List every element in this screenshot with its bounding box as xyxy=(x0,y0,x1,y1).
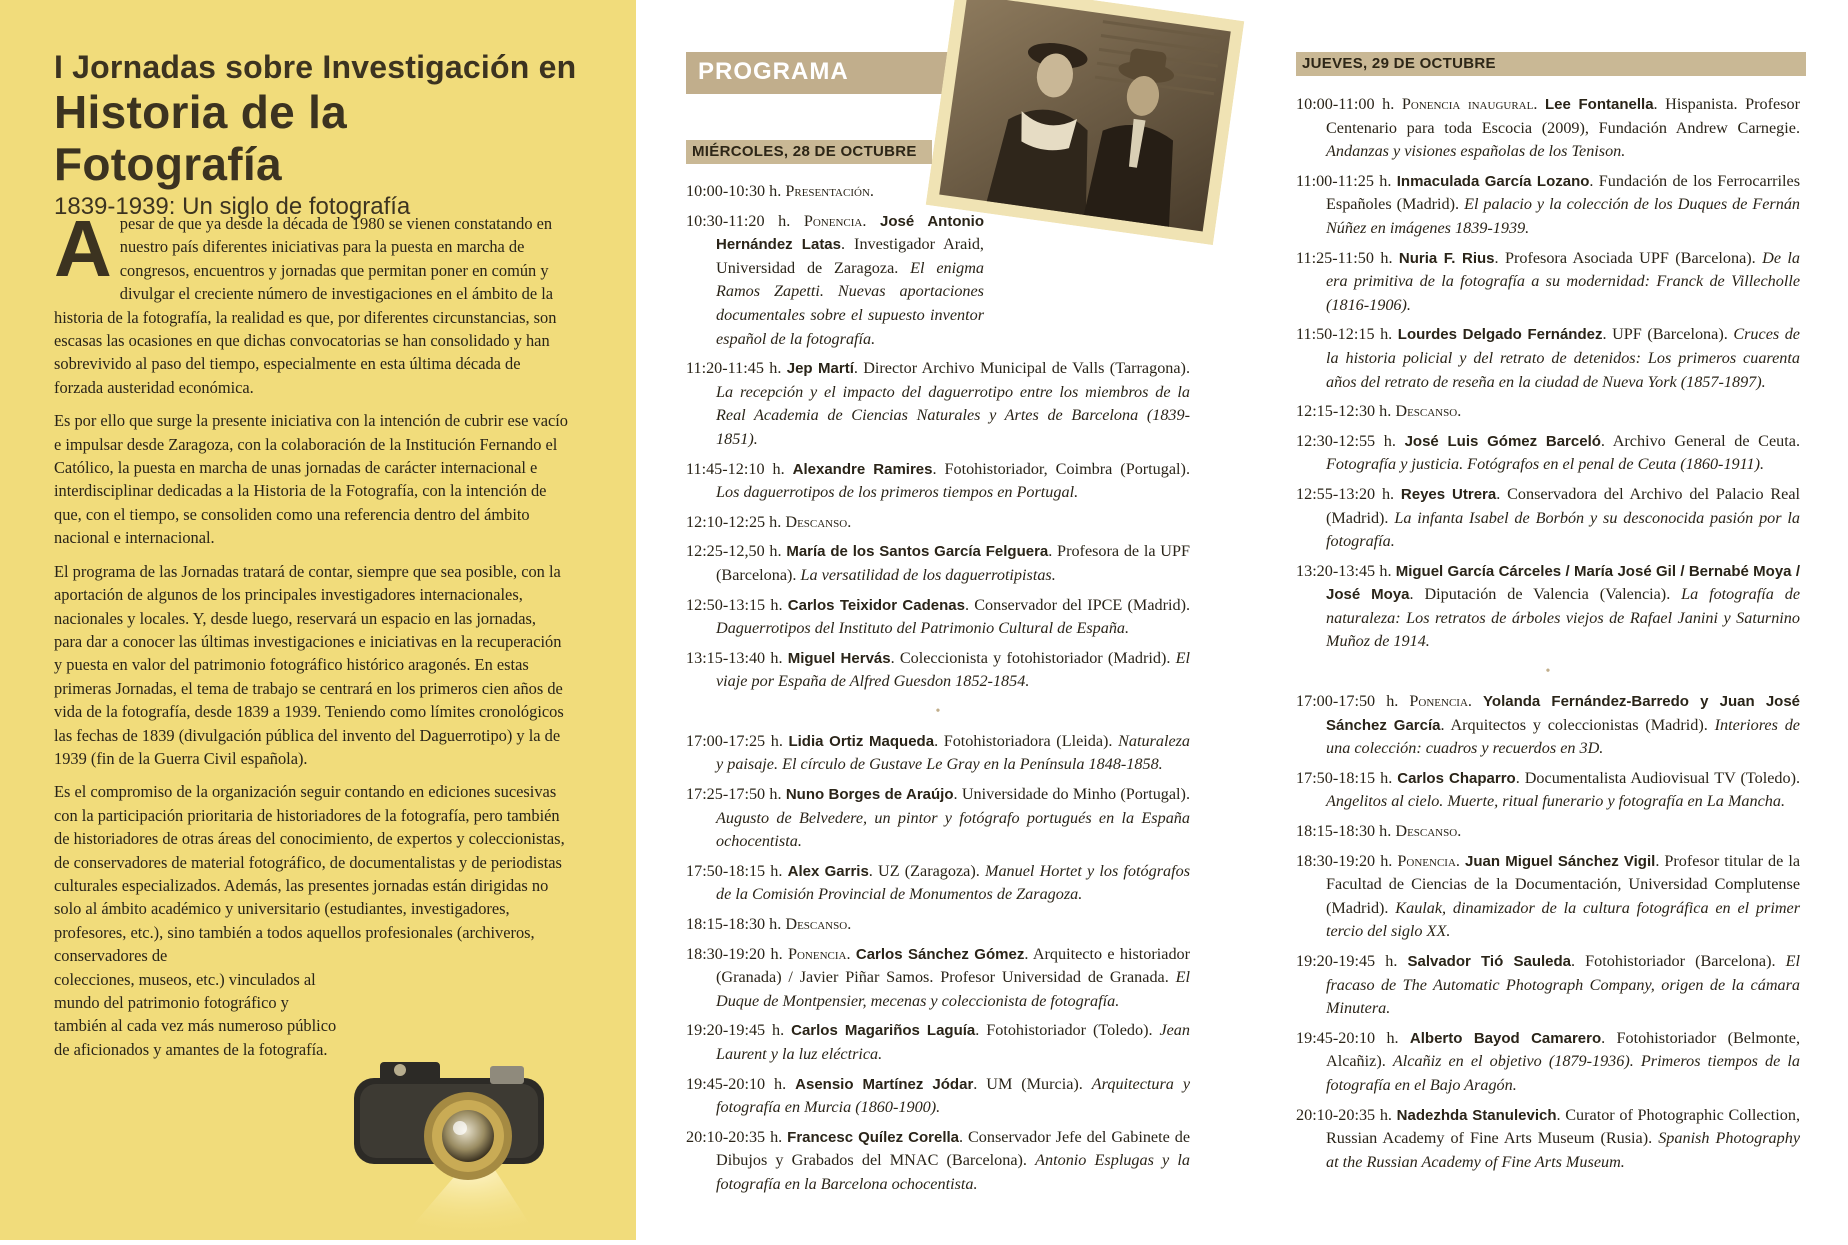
schedule-entry xyxy=(686,511,1190,535)
schedule-entry xyxy=(1296,323,1800,394)
entry-speaker: Carlos Sánchez Gómez xyxy=(855,945,1025,963)
intro-paragraph-3: El programa de las Jornadas tratará de contar, siempre que sea posible, con la aportación de algunos de los principales investigadores internacionales, nacionales y locales. Y, desde luego, reservará un espacio en las jornadas, para dar a conocer las últimas investigaciones e iniciativas en la recuperación y puesta en valor del patrimonio fotográfico histórico aragonés. En estas primeras Jornadas, el tema de trabajo se centrará en los primeros cien años de vida de la fotografía, desde 1839 a 1939. Teniendo como límites cronológicos las fechas de 1839 (divulgación pública del invento del Daguerrotipo) y la de 1939 (fin de la Guerra Civil española). xyxy=(54,561,564,768)
entry-speaker: Alexandre Ramires xyxy=(792,460,933,478)
day-2-header: JUEVES, 29 DE OCTUBRE xyxy=(1296,52,1806,76)
entry-talk-title: El fracaso de The Automatic Photograph Company, origen de la cámara Minutera. xyxy=(1326,952,1800,1018)
entry-time: 11:00-11:25 h. xyxy=(1296,171,1392,190)
schedule-entry xyxy=(1296,400,1800,424)
schedule-entry xyxy=(1296,170,1800,241)
schedule-entry xyxy=(686,647,1190,694)
entry-affiliation: . Fotohistoriador (Belmonte, Alcañiz). xyxy=(1326,1028,1800,1071)
entry-speaker: José Antonio Hernández Latas xyxy=(716,212,984,254)
schedule-entry xyxy=(686,943,1190,1014)
entry-affiliation: . Director Archivo Municipal de Valls (Tarragona). xyxy=(853,359,1190,378)
entry-time: 10:00-11:00 h. xyxy=(1296,95,1395,113)
entry-talk-title: Augusto de Belvedere, un pintor y fotógrafo portugués en la España ochocentista. xyxy=(716,808,1190,851)
entry-talk-title: La fotografía de naturaleza: Los retratos de árboles viejos de Rafael Janini y Saturnino Muñoz de 1914. xyxy=(1326,585,1801,651)
entry-talk-title: El enigma Ramos Zapetti. Nuevas aportaciones documentales sobre el supuesto inventor español de la fotografía. xyxy=(716,258,985,348)
entry-talk-title: Kaulak, dinamizador de la cultura fotográfica en el primer tercio del siglo XX. xyxy=(1326,898,1800,941)
dropcap: A xyxy=(54,204,112,293)
entry-speaker: Carlos Teixidor Cadenas xyxy=(787,596,965,614)
entry-speaker: Alberto Bayod Camarero xyxy=(1409,1029,1602,1047)
entry-speaker: Lidia Ortiz Maqueda xyxy=(788,732,935,750)
intro-paragraph-4-end: colecciones, museos, etc.) vinculados al mundo del patrimonio fotográfico y también al cada vez más numeroso público de aficionados y amantes de la fotografía. xyxy=(54,969,337,1059)
entry-time: 19:45-20:10 h. xyxy=(686,1074,787,1093)
entry-speaker: Miguel García Cárceles / María José Gil / Bernabé Moya / José Moya xyxy=(1326,562,1801,604)
entry-talk-title: Arquitectura y fotografía en Murcia (1860-1900). xyxy=(716,1074,1191,1117)
schedule-entry xyxy=(686,357,1190,451)
entry-affiliation: . Universidade do Minho (Portugal). xyxy=(953,785,1190,804)
entry-affiliation: . Coleccionista y fotohistoriador (Madrid). xyxy=(890,648,1171,667)
schedule-entry xyxy=(1296,950,1800,1021)
schedule-entry xyxy=(686,1073,1190,1120)
entry-time: 17:25-17:50 h. xyxy=(686,785,782,804)
entry-speaker: Nuria F. Rius xyxy=(1398,249,1495,267)
entry-talk-title: Antonio Esplugas y la fotografía en la Barcelona ochocentista. xyxy=(716,1151,1190,1193)
entry-affiliation: . Fotohistoriador, Coimbra (Portugal). xyxy=(932,459,1190,478)
schedule-entry xyxy=(1296,690,1800,761)
entry-affiliation: . Conservador Jefe del Gabinete de Dibujos y Grabados del MNAC (Barcelona). xyxy=(716,1127,1190,1170)
entry-affiliation: . UM (Murcia). xyxy=(973,1074,1083,1093)
camera-illustration xyxy=(340,1040,580,1240)
entry-talk-title: Naturaleza y paisaje. El círculo de Gustave Le Gray en la Península 1848-1858. xyxy=(716,731,1191,774)
entry-time: 20:10-20:35 h. xyxy=(686,1127,783,1146)
entry-talk-title: Alcañiz en el objetivo (1879-1936). Primeros tiempos de la fotografía en el Bajo Aragón. xyxy=(1326,1052,1800,1094)
entry-talk-title: Interiores de una colección: cuadros y recuerdos en 3D. xyxy=(1326,715,1800,758)
entry-time: 18:15-18:30 h. xyxy=(1296,822,1392,841)
entry-label: Ponencia inaugural. xyxy=(1401,95,1538,113)
day-2-afternoon xyxy=(1296,690,1800,1174)
entry-talk-title: La versatilidad de los daguerrotipistas. xyxy=(800,565,1056,584)
day-2-morning xyxy=(1296,93,1800,654)
entry-time: 17:00-17:25 h. xyxy=(686,731,783,750)
entry-talk-title: De la era primitiva de la fotografía a su modernidad: Franck de Villecholle (1816-1906). xyxy=(1326,248,1801,314)
entry-affiliation: . Profesora de la UPF (Barcelona). xyxy=(716,542,1190,584)
entry-label: Ponencia. xyxy=(1397,851,1460,870)
entry-speaker: Carlos Magariños Laguía xyxy=(791,1022,976,1040)
intro-paragraph-4: Es el compromiso de la organización seguir contando en ediciones sucesivas con la participación prioritaria de historiadores de la fotografía, pero también de historiadores de otras áreas del conocimiento, de expertos y coleccionistas, de conservadores de material fotográfico, de documentalistas y de periodistas culturales especializados. Además, las presentes jornadas están dirigidas no solo al ámbito académico y universitario (estudiantes, investigadores, profesores, etc.), sino también a todos aquellos profesionales (archiveros, conservadores de xyxy=(54,782,565,966)
schedule-entry xyxy=(1296,247,1800,318)
entry-affiliation: . UZ (Zaragoza). xyxy=(868,861,980,880)
entry-talk-title: El palacio y la colección de los Duques de Fernán Núñez en imágenes 1839-1939. xyxy=(1326,195,1801,237)
day-1-afternoon xyxy=(686,730,1190,1197)
entry-label: Ponencia. xyxy=(803,211,867,230)
entry-time: 17:00-17:50 h. xyxy=(1296,692,1399,711)
schedule-entry xyxy=(686,180,984,204)
schedule-entry xyxy=(686,210,984,352)
entry-affiliation: . Archivo General de Ceuta. xyxy=(1600,431,1800,450)
schedule-entry xyxy=(1296,767,1800,814)
schedule-entry xyxy=(686,1126,1190,1197)
schedule-entry xyxy=(1296,820,1800,844)
entry-speaker: José Luis Gómez Barceló xyxy=(1404,432,1601,450)
entry-time: 17:50-18:15 h. xyxy=(1296,768,1393,787)
entry-label: Descanso. xyxy=(785,512,852,531)
entry-time: 18:15-18:30 h. xyxy=(686,915,782,934)
entry-time: 11:25-11:50 h. xyxy=(1296,248,1393,267)
entry-label: Descanso. xyxy=(1395,402,1462,421)
entry-time: 17:50-18:15 h. xyxy=(686,861,783,880)
schedule-entry xyxy=(1296,850,1800,944)
entry-speaker: Yolanda Fernández-Barredo y Juan José Sánchez García xyxy=(1326,693,1801,734)
entry-talk-title: La recepción y el impacto del daguerrotipo entre los miembros de la Real Academia de Ciencias Naturales y Artes de Barcelona (1839-1851). xyxy=(716,382,1190,448)
entry-speaker: Nuno Borges de Araújo xyxy=(785,786,954,804)
schedule-entry xyxy=(686,594,1190,641)
entry-talk-title: Los daguerrotipos de los primeros tiempos en Portugal. xyxy=(716,483,1079,502)
entry-affiliation: . Profesor titular de la Facultad de Ciencias de la Documentación, Universidad Complutense (Madrid). xyxy=(1326,851,1801,917)
entry-speaker: Juan Miguel Sánchez Vigil xyxy=(1465,852,1656,870)
entry-time: 10:30-11:20 h. xyxy=(686,211,791,230)
entry-time: 18:30-19:20 h. xyxy=(1296,851,1393,870)
schedule-entry xyxy=(686,860,1190,907)
entry-time: 12:30-12:55 h. xyxy=(1296,431,1396,450)
entry-affiliation: . Fundación de los Ferrocarriles Españoles (Madrid). xyxy=(1326,171,1801,214)
entry-time: 11:50-12:15 h. xyxy=(1296,325,1393,344)
entry-label: Descanso. xyxy=(1395,822,1462,841)
schedule-entry xyxy=(686,1019,1190,1066)
schedule-entry xyxy=(686,458,1190,505)
entry-speaker: Asensio Martínez Jódar xyxy=(795,1075,974,1093)
day-2-schedule xyxy=(1296,93,1800,1180)
entry-time: 19:45-20:10 h. xyxy=(1296,1028,1399,1047)
entry-affiliation: . Fotohistoriadora (Lleida). xyxy=(934,731,1113,750)
schedule-entry xyxy=(1296,1104,1800,1175)
entry-speaker: María de los Santos García Felguera xyxy=(786,543,1049,561)
entry-time: 20:10-20:35 h. xyxy=(1296,1105,1392,1124)
entry-label: Presentación. xyxy=(785,182,874,200)
entry-time: 10:00-10:30 h. xyxy=(686,182,782,200)
entry-talk-title: Cruces de la historia policial y del retrato de detenidos: Los primeros cuarenta años del retrato de reseña en la ciudad de Nueva York (1857-1897). xyxy=(1326,325,1800,391)
day-1-schedule xyxy=(686,180,1190,1203)
schedule-entry xyxy=(686,540,1190,587)
entry-talk-title: Andanzas y visiones españolas de los Tenison. xyxy=(1326,142,1626,161)
schedule-entry xyxy=(1296,483,1800,554)
camera-icon xyxy=(340,1040,580,1240)
entry-affiliation: . Hispanista. Profesor Centenario para toda Escocia (2009), Fundación Andrew Carnegie. xyxy=(1326,95,1800,137)
entry-speaker: Nadezhda Stanulevich xyxy=(1396,1106,1557,1124)
entry-affiliation: . Arquitecto e historiador (Granada) / Javier Piñar Samos. Profesor Universidad de Granada. xyxy=(716,944,1191,987)
schedule-entry xyxy=(686,730,1190,777)
entry-affiliation: . Arquitectos y coleccionistas (Madrid). xyxy=(1440,715,1708,734)
schedule-entry xyxy=(1296,430,1800,477)
programa-label: PROGRAMA xyxy=(698,58,849,85)
schedule-entry xyxy=(1296,560,1800,654)
intro-paragraph-2: Es por ello que surge la presente iniciativa con la intención de cubrir ese vacío e impulsar desde Zaragoza, con la colaboración de la Institución Fernando el Católico, la puesta en marcha de unas jornadas de carácter internacional e interdisciplinar dedicadas a la Historia de la Fotografía, con la intención de que, con el tiempo, se consoliden como una referencia dentro del ámbito nacional e internacional. xyxy=(54,411,568,548)
entry-affiliation: . Fotohistoriador (Toledo). xyxy=(975,1021,1153,1040)
header-block xyxy=(54,48,584,222)
entry-speaker: Lee Fontanella xyxy=(1544,96,1654,113)
entry-affiliation: . Profesora Asociada UPF (Barcelona). xyxy=(1494,248,1756,267)
entry-affiliation: . UPF (Barcelona). xyxy=(1602,325,1728,344)
entry-time: 19:20-19:45 h. xyxy=(686,1021,785,1040)
intro-paragraph-1: Apesar de que ya desde la década de 1980 se vienen constatando en nuestro país diferentes iniciativas para la puesta en marcha de congresos, encuentros y jornadas que permitan poner en común y divulgar el creciente número de investigaciones en el ámbito de la historia de la fotografía, la realidad es que, por diferentes circunstancias, son escasas las ocasiones en que dichas convocatorias se han consolidado y han sobrevivido al paso del tiempo, especialmente en esta última década de forzada austeridad económica. xyxy=(54,204,557,397)
entry-time: 12:55-13:20 h. xyxy=(1296,484,1395,503)
entry-time: 12:25-12,50 h. xyxy=(686,542,782,561)
entry-label: Descanso. xyxy=(785,915,852,934)
title-line-1: I Jornadas sobre Investigación en xyxy=(54,49,577,85)
title-line-2: Historia de la Fotografía xyxy=(54,86,348,190)
entry-affiliation: . Fotohistoriador (Barcelona). xyxy=(1571,952,1776,970)
separator-dot: • xyxy=(935,703,941,719)
intro-panel xyxy=(0,0,636,1240)
entry-time: 11:20-11:45 h. xyxy=(686,359,782,378)
schedule-entry xyxy=(1296,93,1800,164)
entry-talk-title: La infanta Isabel de Borbón y su desconocida pasión por la fotografía. xyxy=(1326,508,1801,551)
entry-talk-title: Manuel Hortet y los fotógrafos de la Comisión Provincial de Monumentos de Zaragoza. xyxy=(716,861,1190,904)
entry-affiliation: . Conservadora del Archivo del Palacio Real (Madrid). xyxy=(1326,484,1801,527)
entry-talk-title: Fotografía y justicia. Fotógrafos en el penal de Ceuta (1860-1911). xyxy=(1326,455,1765,474)
entry-speaker: Salvador Tió Sauleda xyxy=(1407,953,1572,970)
entry-speaker: Jep Martí xyxy=(786,360,854,378)
entry-affiliation: . Documentalista Audiovisual TV (Toledo). xyxy=(1515,768,1801,787)
entry-talk-title: Jean Laurent y la luz eléctrica. xyxy=(716,1021,1190,1063)
entry-time: 19:20-19:45 h. xyxy=(1296,952,1398,970)
entry-talk-title: Angelitos al cielo. Muerte, ritual funerario y fotografía en La Mancha. xyxy=(1326,792,1786,811)
entry-speaker: Reyes Utrera xyxy=(1400,485,1497,503)
entry-speaker: Miguel Hervás xyxy=(787,649,891,667)
entry-time: 13:20-13:45 h. xyxy=(1296,561,1392,580)
schedule-entry xyxy=(686,783,1190,854)
entry-time: 12:15-12:30 h. xyxy=(1296,402,1392,421)
entry-affiliation: . Diputación de Valencia (Valencia). xyxy=(1409,585,1671,604)
subtitle: 1839-1939: Un siglo de fotografía xyxy=(54,193,411,220)
entry-label: Ponencia. xyxy=(787,944,851,963)
schedule-entry xyxy=(1296,1027,1800,1098)
entry-time: 18:30-19:20 h. xyxy=(686,944,783,963)
schedule-entry xyxy=(686,913,1190,937)
entry-time: 11:45-12:10 h. xyxy=(686,459,785,478)
day-1-header: MIÉRCOLES, 28 DE OCTUBRE xyxy=(686,140,932,164)
entry-talk-title: Daguerrotipos del Instituto del Patrimonio Cultural de España. xyxy=(716,619,1130,638)
entry-talk-title: El Duque de Montpensier, mecenas y coleccionista de fotografía. xyxy=(716,968,1191,1010)
entry-time: 12:10-12:25 h. xyxy=(686,512,782,531)
entry-speaker: Lourdes Delgado Fernández xyxy=(1397,326,1603,344)
entry-speaker: Carlos Chaparro xyxy=(1397,769,1516,787)
entry-speaker: Francesc Quílez Corella xyxy=(787,1128,960,1146)
entry-label: Ponencia. xyxy=(1409,692,1472,711)
entry-affiliation: . Curator of Photographic Collection, Russian Academy of Fine Arts Museum (Rusia). xyxy=(1326,1105,1800,1148)
entry-speaker: Alex Garris xyxy=(787,862,869,880)
entry-talk-title: El viaje por España de Alfred Guesdon 1852-1854. xyxy=(716,648,1190,691)
entry-time: 12:50-13:15 h. xyxy=(686,595,783,614)
entry-talk-title: Spanish Photography at the Russian Academy of Fine Arts Museum. xyxy=(1326,1129,1801,1171)
entry-time: 13:15-13:40 h. xyxy=(686,648,783,667)
entry-speaker: Inmaculada García Lozano xyxy=(1396,172,1590,190)
entry-affiliation: . Investigador Araid, Universidad de Zaragoza. xyxy=(716,235,984,277)
day-1-morning xyxy=(686,180,1190,694)
separator-dot: • xyxy=(1545,664,1551,680)
entry-affiliation: . Conservador del IPCE (Madrid). xyxy=(964,595,1191,614)
